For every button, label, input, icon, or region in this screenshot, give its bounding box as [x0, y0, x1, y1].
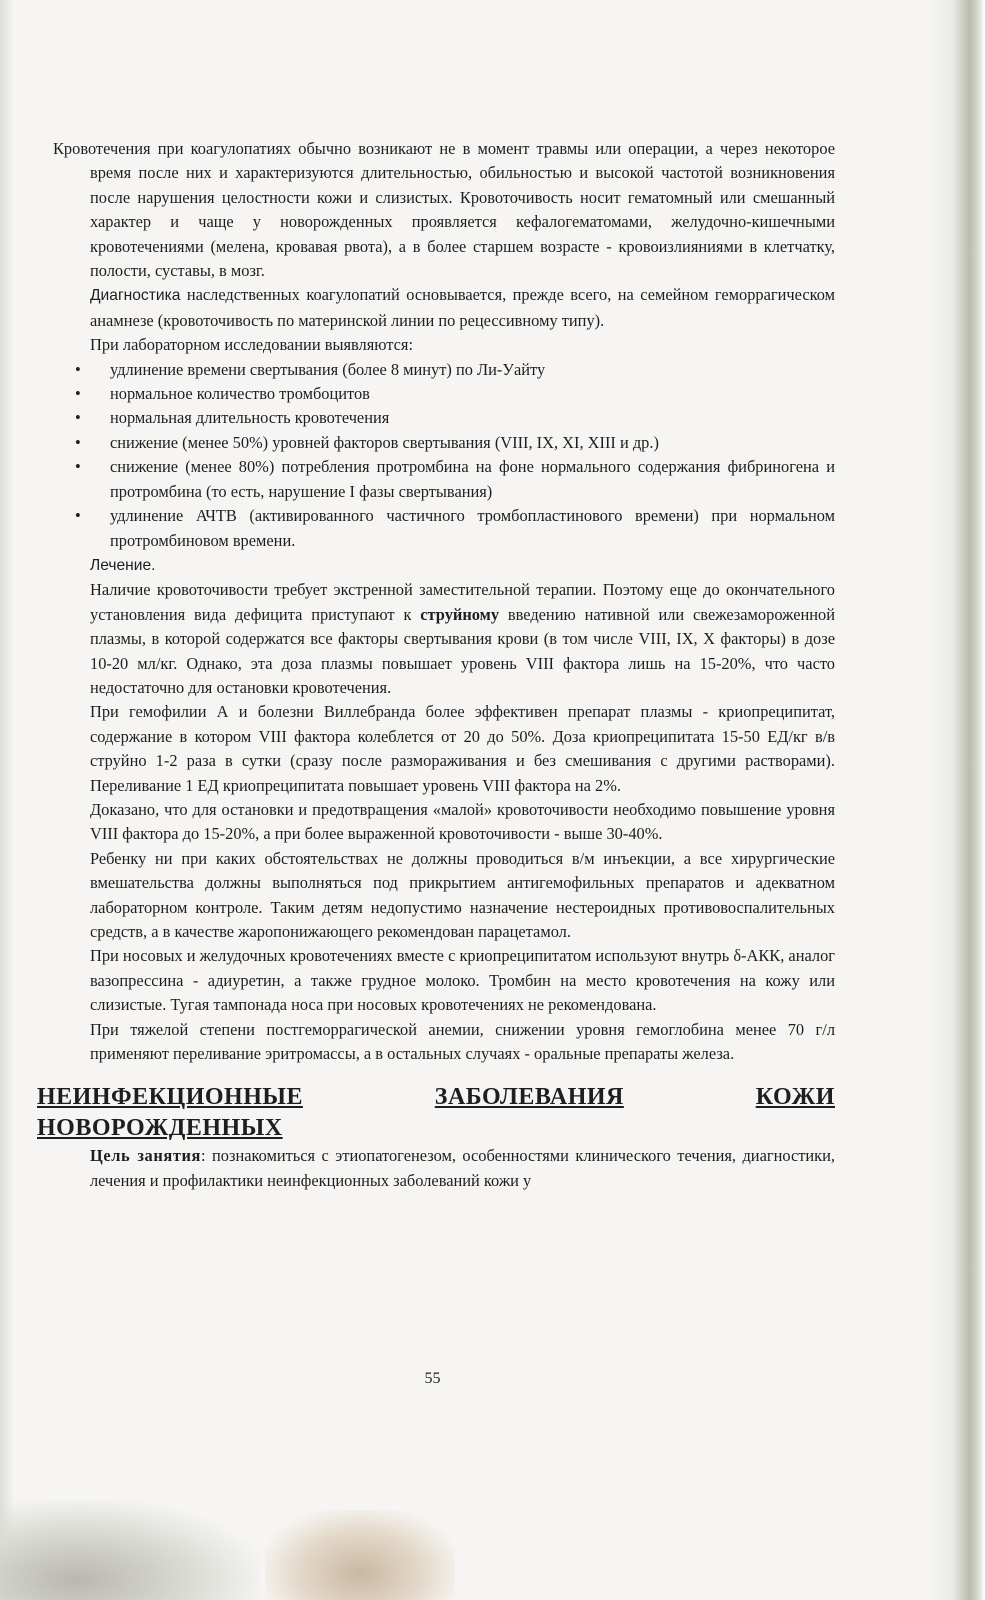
paragraph-text: наследственных коагулопатий основывается, прежде всего, на семейном геморрагическом анамнезе (кровоточивость по материнской линии по рецессивному типу).: [90, 285, 835, 330]
paragraph: [35, 700, 835, 798]
paragraph-text: Наличие кровоточивости требует экстренной заместительной терапии. Поэтому еще до окончательного установления вида дефицита приступают к: [90, 580, 835, 624]
section-title-line: [37, 1082, 835, 1113]
scan-smudge: [265, 1510, 455, 1600]
paragraph-text: введению нативной или свежезамороженной плазмы, в которой содержатся все факторы свертывания крови (в том числе VIII, IX, X факторы) в дозе 10-20 мл/кг. Однако, эта доза плазмы повышает уровень VIII фактора лишь на 15-20%, что часто недостаточно для остановки кровотечения.: [90, 604, 835, 697]
title-word: ЗАБОЛЕВАНИЯ: [434, 1084, 624, 1111]
list-item: [35, 431, 835, 455]
list-item-text: снижение (менее 50%) уровней факторов свертывания (VIII, IX, XI, XIII и др.): [110, 432, 659, 452]
paragraph-text: При тяжелой степени постгеморрагической анемии, снижении уровня гемоглобина менее 70 г/л применяют переливание эритромассы, а в остальных случаях - оральные препараты железа.: [90, 1019, 835, 1064]
paragraph-text: Доказано, что для остановки и предотвращения «малой» кровоточивости необходимо повышение уровня VIII фактора до 15-20%, а при более выраженной кровоточивости - выше 30-40%.: [90, 799, 835, 844]
section-title: [37, 1082, 835, 1144]
list-item: [35, 358, 835, 382]
paragraph-text: При гемофилии А и болезни Виллебранда более эффективен препарат плазмы - криопреципитат, содержание в котором VIII фактора колеблется от 20 до 50%. Доза криопреципитата 15-50 ЕД/кг в/в струйно 1-2 раза в сутки (сразу после размораживания и без смешивания с другими растворами). Переливание 1 ЕД криопреципитата повышает уровень VIII фактора на 2%.: [90, 702, 835, 795]
bullet-icon: •: [75, 359, 81, 379]
list-item: [35, 504, 835, 553]
paragraph: [35, 847, 835, 945]
scan-shadow-right: [930, 0, 985, 1600]
list-item-text: удлинение времени свертывания (более 8 минут) по Ли-Уайту: [110, 359, 546, 379]
list-item-text: удлинение АЧТВ (активированного частичного тромбопластинового времени) при нормальном протромбиновом времени.: [110, 506, 835, 550]
scan-shadow-left: [0, 0, 14, 1600]
treatment-heading-row: [90, 553, 835, 578]
paragraph: [35, 137, 835, 283]
bullet-icon: •: [75, 384, 81, 404]
lab-intro: [90, 333, 835, 357]
treatment-heading: Лечение.: [90, 556, 156, 574]
paragraph-text: Ребенку ни при каких обстоятельствах не должны проводиться в/м инъекции, а все хирургические вмешательства должны выполняться под прикрытием антигемофильных препаратов и адекватном лабораторном контроле. Таким детям недопустимо назначение нестероидных противовоспалительных средств, а в качестве жаропонижающего рекомендован парацетамол.: [90, 848, 835, 941]
list-item-text: нормальное количество тромбоцитов: [110, 384, 370, 404]
scan-smudge: [0, 1500, 260, 1600]
goal-paragraph: [35, 1144, 835, 1193]
paragraph-text: : познакомиться с этиопатогенезом, особенностями клинического течения, диагностики, лечения и профилактики неинфекционных заболеваний кожи у: [90, 1146, 835, 1190]
bullet-icon: •: [75, 408, 81, 428]
goal-label: Цель занятия: [90, 1146, 201, 1166]
paragraph-text: Кровотечения при коагулопатиях обычно возникают не в момент травмы или операции, а через некоторое время после них и характеризуются длительностью, обильностью и высокой частотой возникновения после нарушения целостности кожи и слизистых. Кровоточивость носит гематомный или смешанный характер и чаще у новорожденных проявляется кефалогематомами, желудочно-кишечными кровотечениями (мелена, кровавая рвота), а в более старшем возрасте - кровоизлияниями в клетчатку, полости, суставы, в мозг.: [53, 139, 835, 281]
list-item: [35, 382, 835, 406]
document-page: [37, 137, 835, 1193]
paragraph-text: При носовых и желудочных кровотечениях вместе с криопреципитатом используют внутрь δ-АКК, аналог вазопрессина - адиуретин, а также грудное молоко. Тромбин на место кровотечения на кожу или слизистые. Тугая тампонада носа при носовых кровотечениях не рекомендована.: [90, 946, 835, 1015]
page-number: 55: [424, 1370, 441, 1387]
diagnostics-heading: Диагностика: [90, 287, 181, 305]
paragraph: [35, 578, 835, 700]
bullet-icon: •: [75, 457, 81, 477]
title-word: НЕИНФЕКЦИОННЫЕ: [37, 1084, 303, 1111]
bullet-icon: •: [75, 506, 81, 526]
paragraph: [35, 798, 835, 847]
bullet-icon: •: [75, 432, 81, 452]
paragraph-text: При лабораторном исследовании выявляются:: [90, 335, 413, 355]
list-item-text: снижение (менее 80%) потребления протромбина на фоне нормального содержания фибриногена и протромбина (то есть, нарушение I фазы свертывания): [110, 457, 835, 501]
section-title-line: НОВОРОЖДЕННЫХ: [37, 1115, 283, 1142]
diagnostics-paragraph: [35, 283, 835, 333]
lab-findings-list: [75, 358, 835, 553]
paragraph: [35, 944, 835, 1017]
list-item: [35, 455, 835, 504]
list-item: [35, 406, 835, 430]
emphasis: струйному: [420, 604, 500, 624]
list-item-text: нормальная длительность кровотечения: [110, 408, 390, 428]
title-word: КОЖИ: [755, 1084, 835, 1111]
paragraph: [35, 1018, 835, 1067]
